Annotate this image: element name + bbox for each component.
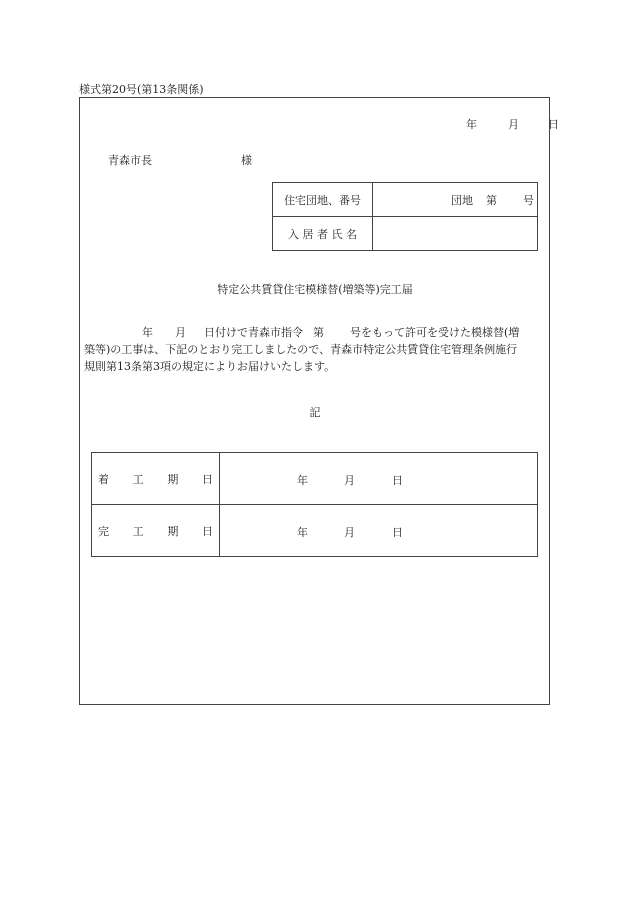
applicant-table <box>272 182 538 251</box>
ki-heading: 記 <box>309 406 321 419</box>
table-row <box>92 505 538 557</box>
completion-date-label <box>92 505 220 557</box>
document-title: 特定公共賃貸住宅模様替(増築等)完工届 <box>217 283 413 296</box>
honorific: 様 <box>241 154 252 167</box>
danchi-suffix: 団地 <box>451 194 473 207</box>
label-char: 工 <box>132 472 144 486</box>
day-unit: 日 <box>548 118 559 131</box>
label-char: 期 <box>167 472 179 486</box>
body-line-1 <box>84 324 546 341</box>
addressee-line <box>108 152 252 168</box>
mayor-title: 青森市長 <box>108 154 152 167</box>
table-row <box>273 217 538 251</box>
body-month: 月 <box>175 326 186 339</box>
housing-number-label: 住宅団地、番号 <box>273 183 373 217</box>
label-char: 期 <box>167 524 179 538</box>
completion-date-field[interactable] <box>220 505 538 557</box>
day-unit: 日 <box>392 525 403 539</box>
month-unit: 月 <box>508 118 519 131</box>
label-char: 日 <box>201 524 213 538</box>
go-suffix: 号 <box>523 194 534 207</box>
body-dai: 第 <box>313 326 324 339</box>
year-unit: 年 <box>466 118 477 131</box>
year-unit: 年 <box>297 525 308 539</box>
label-char: 着 <box>98 472 109 486</box>
start-date-label <box>92 453 220 505</box>
body-line-2: 築等)の工事は、下記のとおり完工しましたので、青森市特定公共賃貸住宅管理条例施行 <box>84 343 518 356</box>
start-date-field[interactable] <box>220 453 538 505</box>
month-unit: 月 <box>344 473 355 487</box>
day-unit: 日 <box>392 473 403 487</box>
table-row <box>92 453 538 505</box>
label-char: 日 <box>201 472 213 486</box>
resident-name-field[interactable] <box>373 217 538 251</box>
resident-name-label: 入 居 者 氏 名 <box>273 217 373 251</box>
dai-prefix: 第 <box>486 194 497 207</box>
form-number-label: 様式第20号(第13条関係) <box>79 83 204 96</box>
notification-body <box>84 324 546 375</box>
construction-period-table <box>91 452 538 557</box>
housing-number-field[interactable] <box>373 183 538 217</box>
label-char: 工 <box>132 524 144 538</box>
label-char: 完 <box>98 524 109 538</box>
month-unit: 月 <box>344 525 355 539</box>
submission-date <box>466 116 559 132</box>
table-row <box>273 183 538 217</box>
body-year: 年 <box>142 326 153 339</box>
body-date-text: 日付けで青森市指令 <box>204 326 303 339</box>
body-permit-text: 号をもって許可を受けた模様替(増 <box>350 326 520 339</box>
year-unit: 年 <box>297 473 308 487</box>
body-line-3: 規則第13条第3項の規定によりお届けいたします。 <box>84 360 336 373</box>
